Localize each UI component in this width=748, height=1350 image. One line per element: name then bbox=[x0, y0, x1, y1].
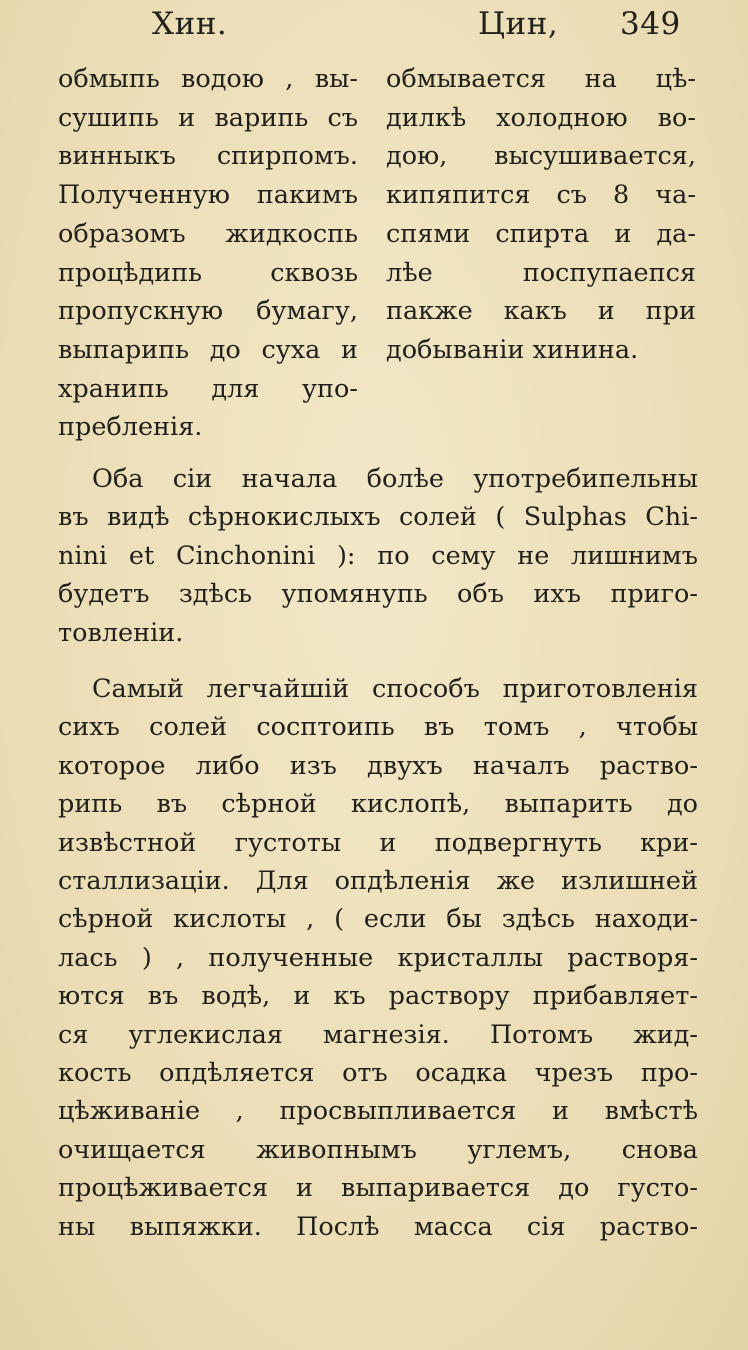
text-line: обмыпь водою , вы- bbox=[58, 64, 358, 94]
left-column bbox=[58, 60, 358, 447]
text-line: винныкъ спирпомъ. bbox=[58, 141, 358, 172]
text-line: пребленія. bbox=[58, 412, 203, 443]
paragraph-preparation-method bbox=[58, 670, 698, 1246]
text-line: ются въ водѣ, и къ раствору прибавляет- bbox=[58, 981, 698, 1012]
text-line: которое либо изъ двухъ началъ раство- bbox=[58, 750, 698, 781]
text-line: сѣрной кислоты , ( если бы здѣсь находи- bbox=[58, 904, 698, 935]
text-line: nini et Cinchonini ): по сему не лишнимъ bbox=[58, 540, 698, 571]
text-line: очищается живопнымъ углемъ, снова bbox=[58, 1134, 698, 1165]
text-line: хранипь для упо- bbox=[58, 373, 358, 404]
text-line: кость опдѣляется отъ осадка чрезъ про- bbox=[58, 1058, 698, 1089]
text-line: кипяпится съ 8 ча- bbox=[386, 180, 696, 211]
text-line: пропускную бумагу, bbox=[58, 296, 358, 327]
right-column bbox=[386, 60, 696, 370]
text-line: лѣе поспупаепся bbox=[386, 257, 696, 288]
paragraph-sulphates-intro bbox=[58, 460, 698, 652]
text-line: процѣживается и выпаривается до густо- bbox=[58, 1173, 698, 1204]
text-line: добываніи хинина. bbox=[386, 334, 639, 365]
text-line: лась ) , полученные кристаллы растворя- bbox=[58, 942, 698, 973]
text-line: сихъ солей сосптоипь въ томъ , чтобы bbox=[58, 712, 698, 743]
text-line: цѣживаніе , просвыпливается и вмѣстѣ bbox=[58, 1096, 698, 1127]
text-line: дою, высушивается, bbox=[386, 141, 696, 172]
text-line: образомъ жидкоспь bbox=[58, 218, 358, 249]
text-line: Оба сіи начала болѣе употребипельны bbox=[92, 464, 698, 494]
text-line: спями спирта и да- bbox=[386, 218, 696, 249]
text-line: сушипь и варипь съ bbox=[58, 102, 358, 133]
running-head-right: Цин, bbox=[478, 6, 559, 42]
page-number: 349 bbox=[620, 6, 681, 42]
text-line: обмывается на цѣ- bbox=[386, 64, 696, 94]
text-line: рипь въ сѣрной кислопѣ, выпарить до bbox=[58, 789, 698, 820]
text-line: процѣдипь сквозь bbox=[58, 257, 358, 288]
text-line: товленіи. bbox=[58, 617, 184, 648]
text-line: пакже какъ и при bbox=[386, 296, 696, 327]
text-line: будетъ здѣсь упомянупь объ ихъ приго- bbox=[58, 579, 698, 610]
running-head-left: Хин. bbox=[152, 6, 228, 42]
text-line: Самый легчайшій способъ приготовленія bbox=[92, 674, 698, 704]
text-line: ся углекислая магнезія. Потомъ жид- bbox=[58, 1019, 698, 1050]
text-line: ны выпяжки. Послѣ масса сія раство- bbox=[58, 1211, 698, 1242]
text-line: извѣстной густоты и подвергнуть кри- bbox=[58, 827, 698, 858]
text-line: въ видѣ сѣрнокислыхъ солей ( Sulphas Chi- bbox=[58, 502, 698, 533]
text-line: сталлизаціи. Для опдѣленія же излишней bbox=[58, 866, 698, 897]
text-line: выпарипь до суха и bbox=[58, 334, 358, 365]
text-line: Полученную пакимъ bbox=[58, 180, 358, 211]
text-line: дилкѣ холодною во- bbox=[386, 102, 696, 133]
